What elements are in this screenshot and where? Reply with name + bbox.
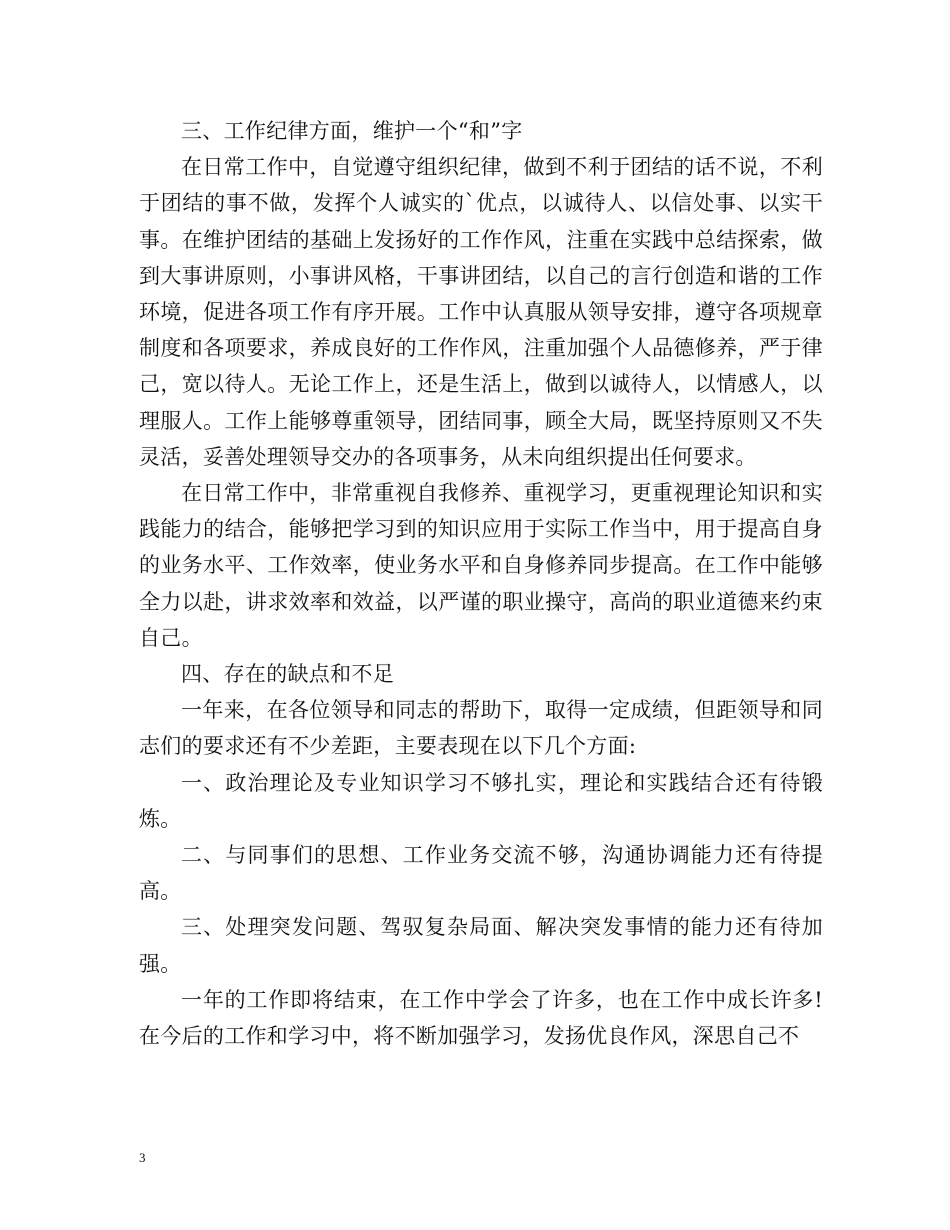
list-item-shortcoming-2: 二、与同事们的思想、工作业务交流不够，沟通协调能力还有待提高。 (139, 843, 823, 904)
paragraph-study-emphasis: 在日常工作中，非常重视自我修养、重视学习，更重视理论知识和实践能力的结合，能够把学习到的知识应用于实际工作当中，用于提高自身的业务水平、工作效率，使业务水平和自身修养同步提高。在工作中能够全力以赴，讲求效率和效益，以严谨的职业操守，高尚的职业道德来约束自己。 (139, 481, 823, 650)
document-body (139, 113, 823, 1054)
paragraph-discipline-details: 在日常工作中，自觉遵守组织纪律，做到不利于团结的话不说，不利于团结的事不做，发挥个人诚实的`优点，以诚待人、以信处事、以实干事。在维护团结的基础上发扬好的工作作风，注重在实践中总结探索，做到大事讲原则，小事讲风格，干事讲团结，以自己的言行创造和谐的工作环境，促进各项工作有序开展。工作中认真服从领导安排，遵守各项规章制度和各项要求，养成良好的工作作风，注重加强个人品德修养，严于律己，宽以待人。无论工作上，还是生活上，做到以诚待人，以情感人，以理服人。工作上能够尊重领导，团结同事，顾全大局，既坚持原则又不失灵活，妥善处理领导交办的各项事务，从未向组织提出任何要求。 (139, 155, 823, 469)
page-number: 3 (139, 1150, 146, 1165)
list-item-shortcoming-3: 三、处理突发问题、驾驭复杂局面、解决突发事情的能力还有待加强。 (139, 915, 823, 976)
paragraph-closing: 一年的工作即将结束，在工作中学会了许多，也在工作中成长许多!在今后的工作和学习中，将不断加强学习，发扬优良作风，深思自己不 (139, 987, 823, 1049)
section-heading-shortcomings: 四、存在的缺点和不足 (181, 662, 394, 687)
paragraph-shortcomings-intro: 一年来，在各位领导和同志的帮助下，取得一定成绩，但距领导和同志们的要求还有不少差距，主要表现在以下几个方面: (139, 698, 823, 759)
list-item-shortcoming-1: 一、政治理论及专业知识学习不够扎实，理论和实践结合还有待锻炼。 (139, 770, 823, 831)
section-heading-work-discipline: 三、工作纪律方面，维护一个“和”字 (181, 119, 523, 143)
